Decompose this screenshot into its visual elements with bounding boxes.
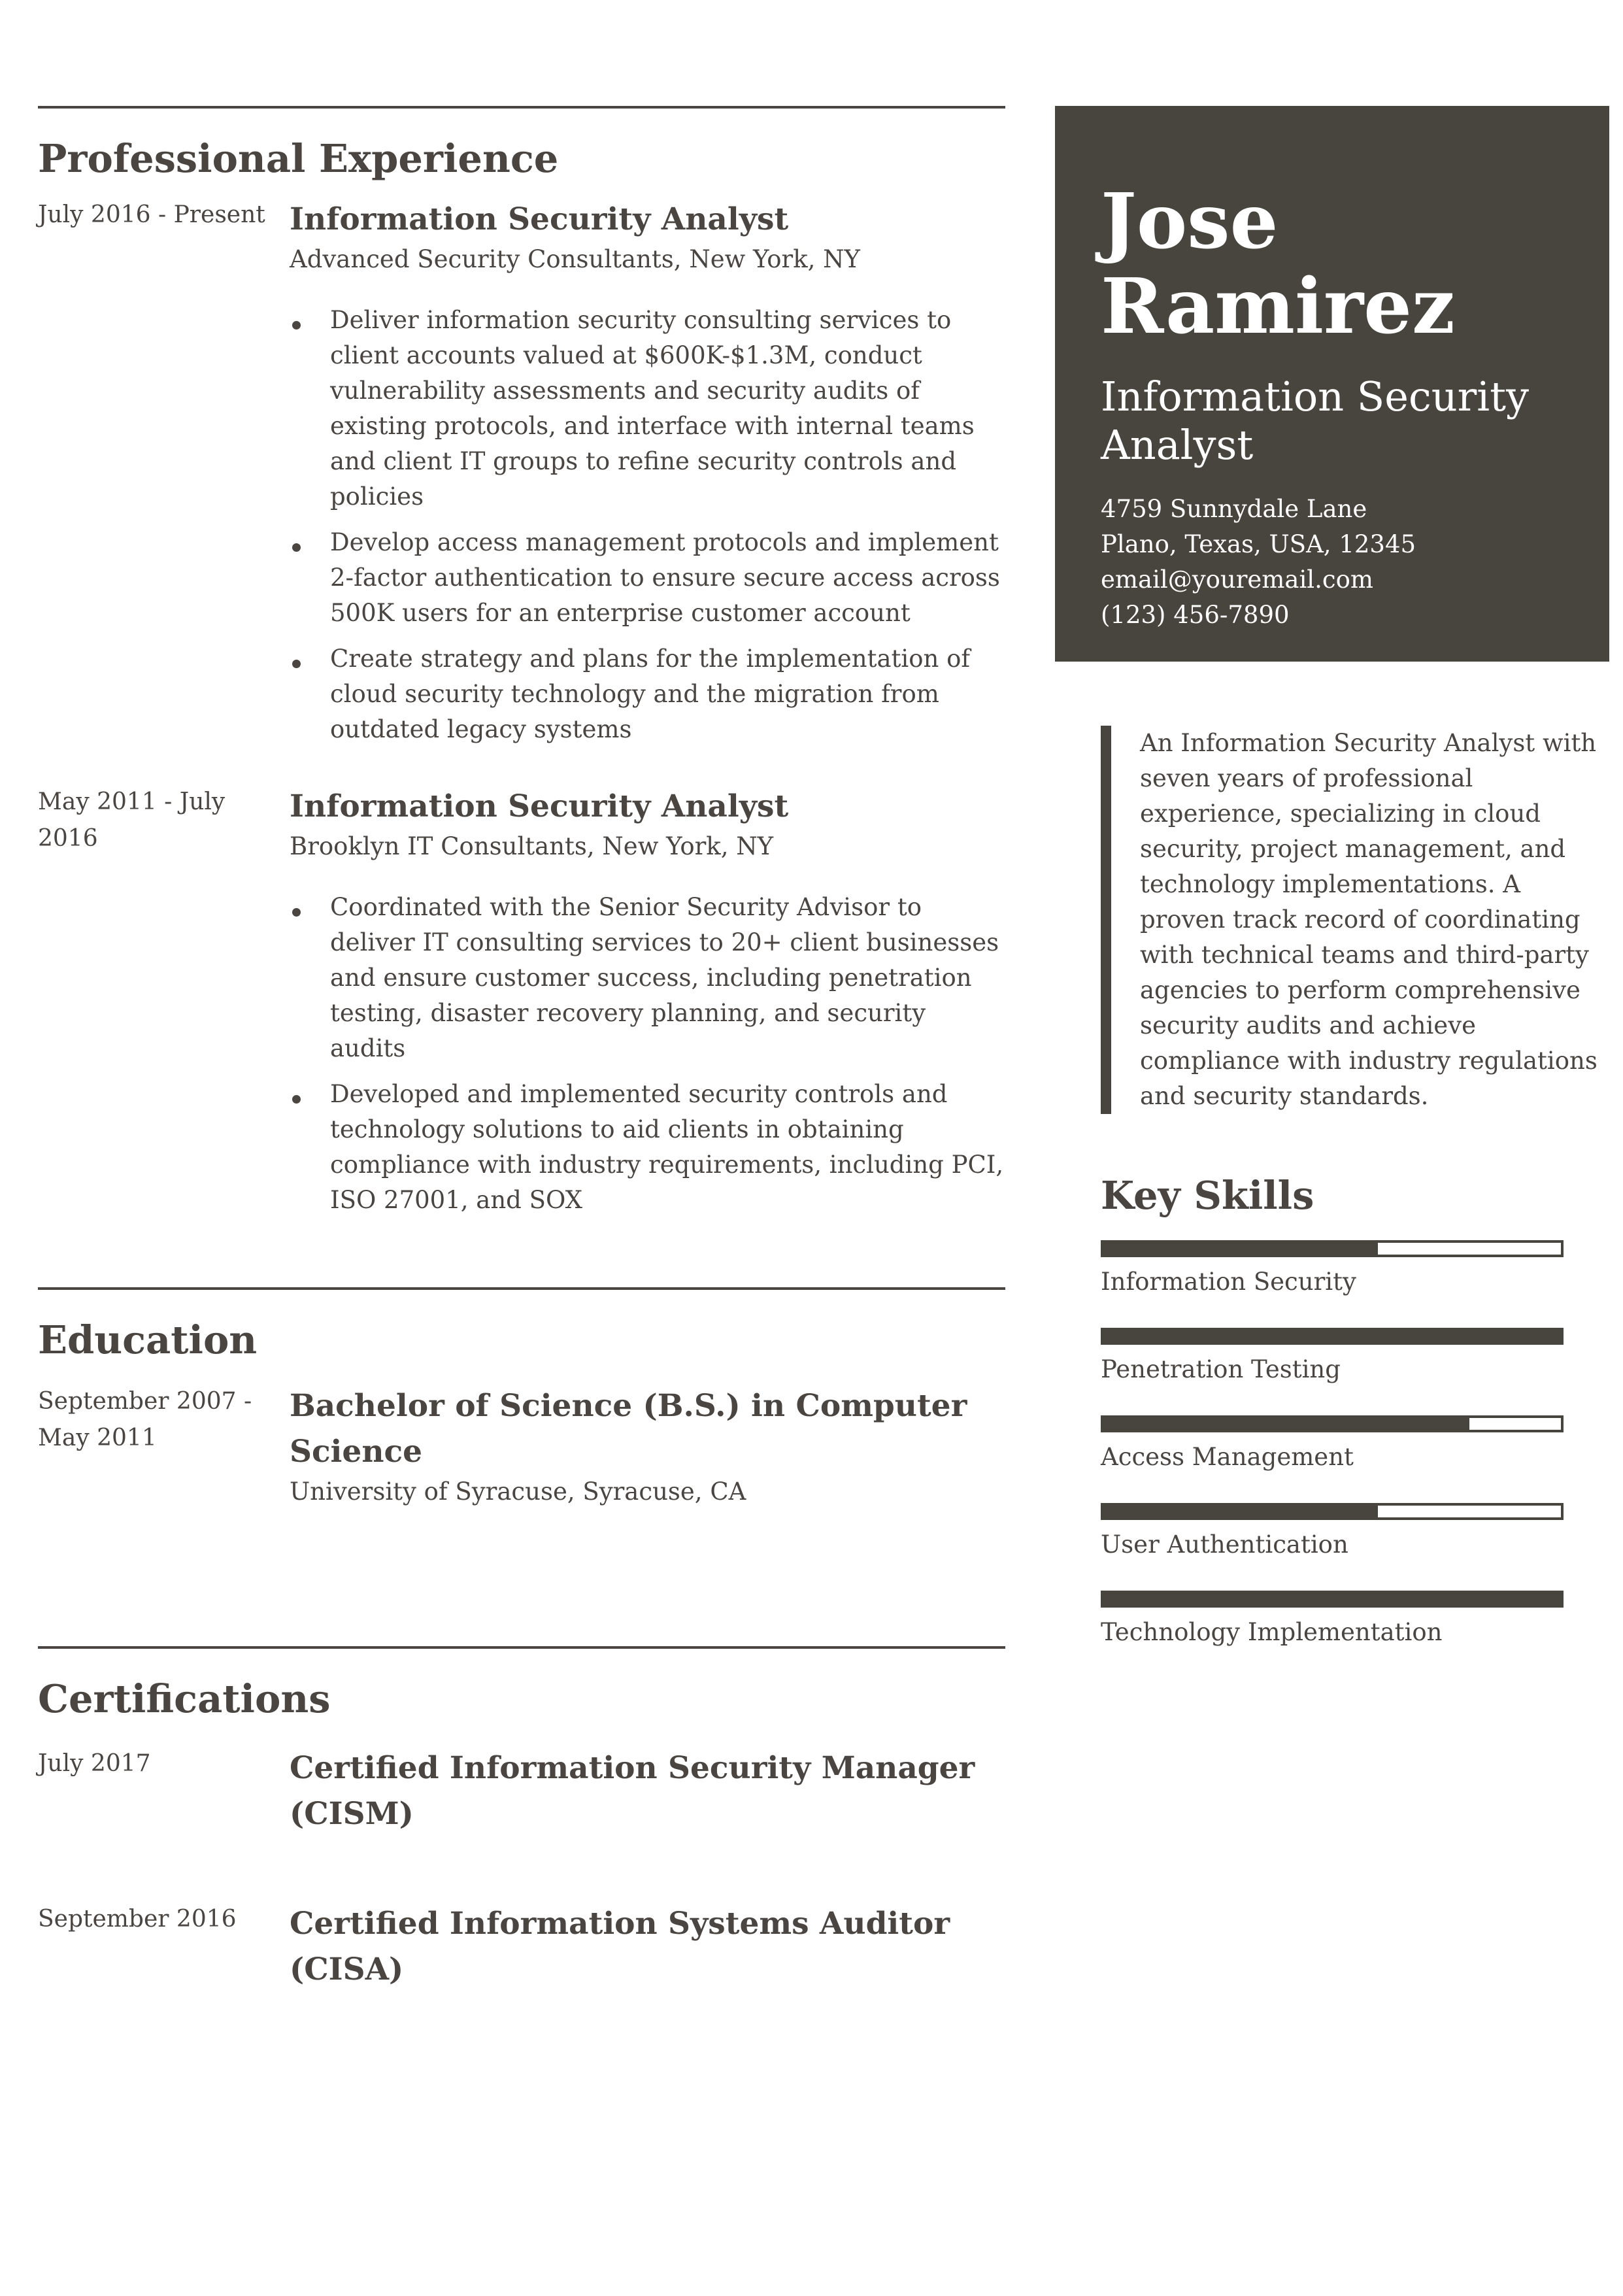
education-section bbox=[38, 1287, 1005, 1509]
job-entry bbox=[38, 784, 1005, 1228]
candidate-job-title: Information Security Analyst bbox=[1101, 373, 1530, 469]
certification-entry bbox=[38, 1746, 1005, 1837]
skill-label: Access Management bbox=[1101, 1443, 1354, 1471]
skill-fill bbox=[1103, 1593, 1561, 1605]
job-title: Information Security Analyst bbox=[290, 201, 789, 237]
skill-fill bbox=[1103, 1330, 1561, 1342]
certification-date: September 2016 bbox=[38, 1906, 237, 1933]
job-date: May 2011 - July 2016 bbox=[38, 788, 226, 852]
skill-item bbox=[1101, 1591, 1564, 1648]
skill-bar bbox=[1101, 1591, 1564, 1608]
phone-number: (123) 456-7890 bbox=[1101, 601, 1290, 629]
job-bullets bbox=[290, 890, 1005, 1218]
certifications-heading: Certifications bbox=[38, 1676, 331, 1721]
job-bullet: Developed and implemented security controls and technology solutions to aid clients in obtaining compliance with industry requirements, including PCI, ISO 27001, and SOX bbox=[290, 1077, 1005, 1218]
certification-name: Certified Information Security Manager (CISM) bbox=[290, 1750, 975, 1832]
certification-name: Certified Information Systems Auditor (CISA) bbox=[290, 1906, 950, 1988]
education-school: University of Syracuse, Syracuse, CA bbox=[290, 1477, 746, 1506]
experience-section bbox=[38, 106, 1005, 1228]
education-heading: Education bbox=[38, 1317, 258, 1362]
education-entry bbox=[38, 1383, 1005, 1509]
certification-date: July 2017 bbox=[38, 1750, 151, 1778]
profile-summary: An Information Security Analyst with seven years of professional experience, specializing in cloud security, project management, and technology implementations. A proven track record of coordinating with technical teams and third-party agencies to perform comprehensive security audits and achieve compliance with industry regulations and security standards. bbox=[1101, 726, 1598, 1114]
education-date: September 2007 - May 2011 bbox=[38, 1387, 252, 1451]
name-header bbox=[1055, 106, 1609, 662]
skill-label: User Authentication bbox=[1101, 1530, 1348, 1559]
skill-fill bbox=[1103, 1243, 1378, 1255]
skills-heading: Key Skills bbox=[1101, 1173, 1314, 1218]
skill-bar bbox=[1101, 1328, 1564, 1345]
skill-bar bbox=[1101, 1240, 1564, 1257]
education-degree: Bachelor of Science (B.S.) in Computer Science bbox=[290, 1387, 967, 1470]
job-company: Advanced Security Consultants, New York, NY bbox=[290, 245, 860, 273]
job-bullet: Develop access management protocols and implement 2-factor authentication to ensure secure access across 500K users for an enterprise customer account bbox=[290, 525, 1005, 631]
job-bullets bbox=[290, 303, 1005, 747]
skill-label: Information Security bbox=[1101, 1268, 1356, 1296]
skill-item bbox=[1101, 1328, 1564, 1385]
skill-fill bbox=[1103, 1418, 1469, 1430]
job-bullet: Deliver information security consulting services to client accounts valued at $600K-$1.3M, conduct vulnerability assessments and security audits of existing protocols, and interface with internal teams and client IT groups to refine security controls and policies bbox=[290, 303, 1005, 515]
job-title: Information Security Analyst bbox=[290, 788, 789, 824]
main-column bbox=[38, 106, 1005, 1993]
address-line-1: 4759 Sunnydale Lane bbox=[1101, 495, 1367, 523]
job-entry bbox=[38, 197, 1005, 758]
skill-item bbox=[1101, 1240, 1564, 1298]
skill-bar bbox=[1101, 1503, 1564, 1520]
skill-label: Technology Implementation bbox=[1101, 1618, 1443, 1646]
sidebar-column bbox=[1055, 106, 1609, 1678]
job-date: July 2016 - Present bbox=[38, 201, 265, 228]
skill-item bbox=[1101, 1415, 1564, 1473]
skill-fill bbox=[1103, 1506, 1378, 1517]
skill-item bbox=[1101, 1503, 1564, 1561]
skill-bar bbox=[1101, 1415, 1564, 1432]
certifications-section bbox=[38, 1646, 1005, 1993]
job-bullet: Create strategy and plans for the implementation of cloud security technology and the migration from outdated legacy systems bbox=[290, 641, 1005, 747]
address-line-2: Plano, Texas, USA, 12345 bbox=[1101, 530, 1416, 558]
job-bullet: Coordinated with the Senior Security Advisor to deliver IT consulting services to 20+ client businesses and ensure customer success, including penetration testing, disaster recovery planning, and security audits bbox=[290, 890, 1005, 1066]
candidate-first-name: Jose bbox=[1101, 177, 1279, 266]
email-address: email@youremail.com bbox=[1101, 566, 1373, 594]
candidate-last-name: Ramirez bbox=[1101, 262, 1455, 351]
certification-entry bbox=[38, 1901, 1005, 1993]
job-company: Brooklyn IT Consultants, New York, NY bbox=[290, 832, 774, 860]
experience-heading: Professional Experience bbox=[38, 136, 559, 181]
contact-info bbox=[1101, 492, 1577, 633]
skills-list bbox=[1101, 1240, 1564, 1648]
skill-label: Penetration Testing bbox=[1101, 1355, 1341, 1383]
